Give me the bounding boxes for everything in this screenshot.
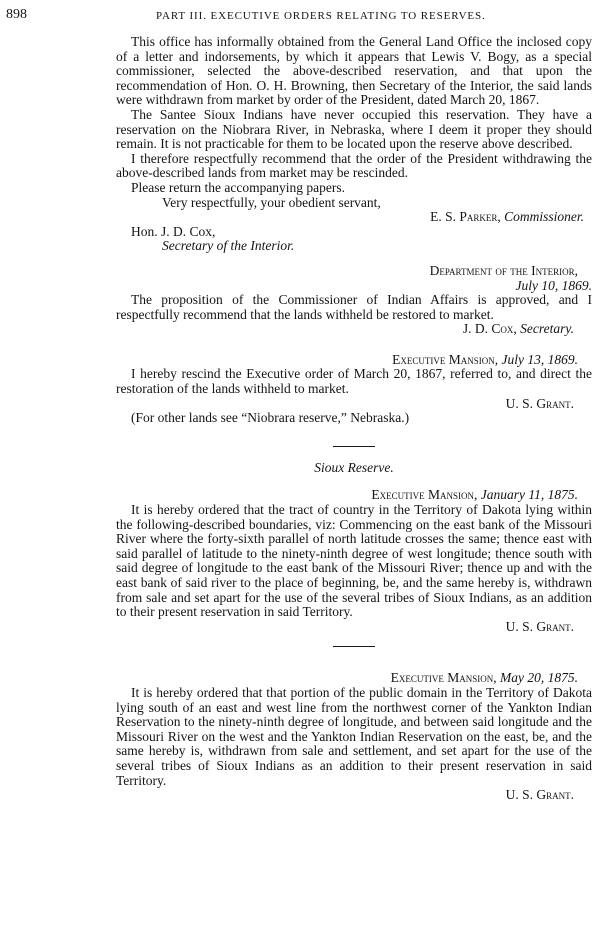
mansion-1869-paragraph: I hereby rescind the Executive order of March 20, 1867, referred to, and direct the restoration of the lands withheld to market. <box>116 366 592 397</box>
sioux-reserve-title: Sioux Reserve. <box>314 459 394 475</box>
letter-paragraph-3: I therefore respectfully recommend that the order of the President withdrawing the above-described lands from market may be rescinded. <box>116 150 592 181</box>
interior-department: Department of the Interior, <box>429 262 578 278</box>
order-1875-may-title: Executive Mansion, <box>390 670 497 686</box>
interior-signer-title: Secretary. <box>520 321 574 337</box>
mansion-1869-title: Executive Mansion, <box>392 351 499 367</box>
page-body <box>116 35 592 803</box>
section-divider <box>333 446 375 447</box>
mansion-1869-date: July 13, 1869. <box>501 351 578 367</box>
letter-paragraph-2: The Santee Sioux Indians have never occupied this reservation. They have a reservation on the Niobrara River, in Nebraska, where I deem it proper they should remain. It is not practicable for them to be located upon the reserve above described. <box>116 106 592 152</box>
order-1875-jan-signer: U. S. Grant. <box>505 618 574 634</box>
order-1875-may-signer: U. S. Grant. <box>505 787 574 803</box>
interior-signer-name: J. D. Cox, <box>462 321 517 337</box>
running-title: PART III. EXECUTIVE ORDERS RELATING TO RESERVES. <box>156 10 486 22</box>
addressee-name: Hon. J. D. Cox, <box>131 223 216 239</box>
letter-paragraph-1: This office has informally obtained from the General Land Office the inclosed copy of a letter and indorsements, by which it appears that Lewis V. Bogy, as a special commissioner, selected the above-described reservation, and that upon the recommendation of Hon. O. H. Browning, then Secretary of the Interior, the said lands were withdrawn from market by order of the President, dated March 20, 1867. <box>116 34 592 108</box>
mansion-1869-heading <box>116 353 592 368</box>
order-1875-may-date: May 20, 1875. <box>500 670 578 686</box>
niobrara-note: (For other lands see “Niobrara reserve,” Nebraska.) <box>131 410 410 426</box>
order-divider <box>333 646 375 647</box>
order-1875-may-paragraph: It is hereby ordered that that portion of the public domain in the Territory of Dakota lying south of an east and west line from the northwest corner of the Yankton Indian Reservation to the ninety-ninth degree of longitude, and between said longitude and the Missouri River on the west and the Yankton Indian Reservation on the east, be, and the same hereby is, withdrawn from sale and settlement, and set apart for the use of the several tribes of Sioux Indians as an addition to their present reservation in said Territory. <box>116 684 592 788</box>
interior-heading <box>116 264 592 279</box>
order-1875-jan-title: Executive Mansion, <box>371 487 478 503</box>
interior-signature <box>116 322 592 337</box>
order-1875-may-heading <box>116 671 592 686</box>
letter-signer-title: Commissioner. <box>504 209 584 225</box>
addressee-title: Secretary of the Interior. <box>162 238 295 254</box>
order-1875-jan-paragraph: It is hereby ordered that the tract of country in the Territory of Dakota lying within the following-described boundaries, viz: Commencing on the east bank of the Missouri River where the forty-sixth parallel of north latitude crosses the same; thence east with said parallel of latitude to the ninety-ninth degree of west longitude; thence south with said degree of longitude to the east bank of the Missouri River; thence up and with the east bank of said river to the place of beginning, be, and the same hereby is, withdrawn from sale and set apart for the use of the several tribes of Sioux Indians, as an addition to their present reservation in said Territory. <box>116 502 592 620</box>
letter-signer-name: E. S. Parker, <box>430 209 501 225</box>
order-1875-jan-heading <box>116 488 592 503</box>
interior-date: July 10, 1869. <box>515 277 592 293</box>
page-number: 898 <box>6 7 27 22</box>
page-header <box>6 8 592 24</box>
interior-paragraph: The proposition of the Commissioner of Indian Affairs is approved, and I respectfully recommend that the lands withheld be restored to market. <box>116 292 592 322</box>
letter-closing: Very respectfully, your obedient servant, <box>162 194 381 210</box>
order-1875-jan-date: January 11, 1875. <box>480 487 578 503</box>
letter-signature <box>116 210 592 225</box>
mansion-1869-signer: U. S. Grant. <box>505 395 574 411</box>
letter-paragraph-4: Please return the accompanying papers. <box>131 179 346 195</box>
